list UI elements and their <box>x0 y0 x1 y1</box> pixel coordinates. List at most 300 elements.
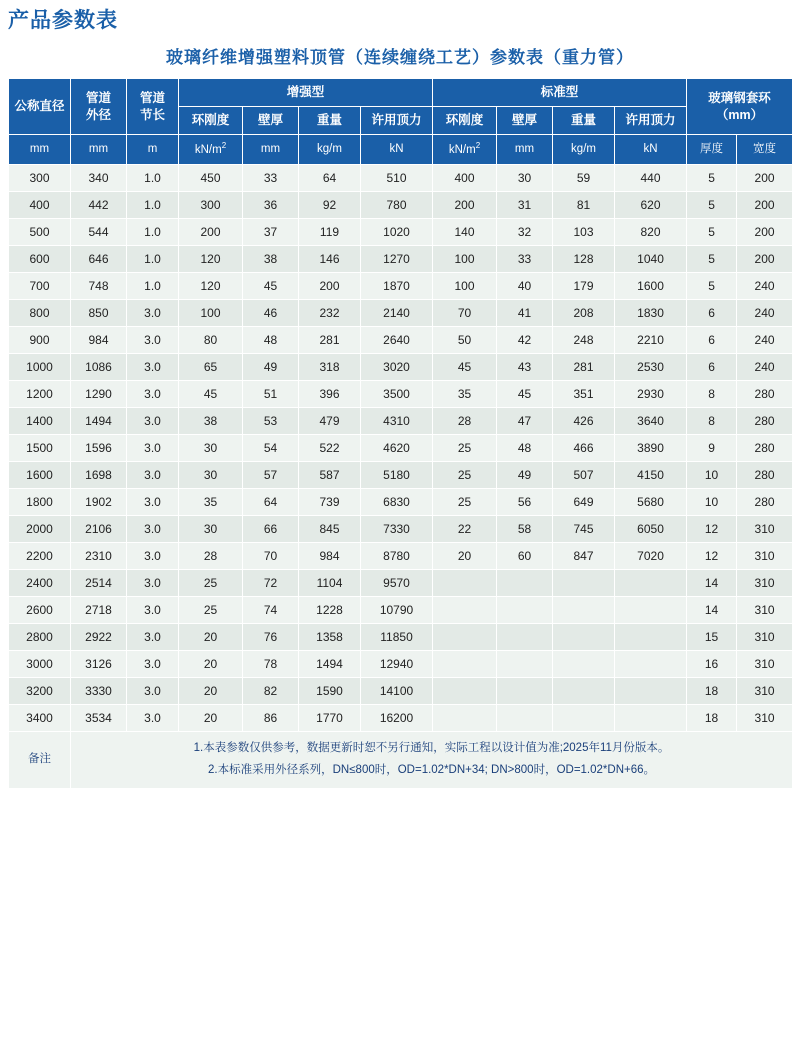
cell-nominal-diameter: 2000 <box>9 516 71 543</box>
cell-standard-weight <box>553 651 615 678</box>
cell-pipe-outer-diameter: 2922 <box>71 624 127 651</box>
cell-reinforced-ring-stiffness: 25 <box>179 597 243 624</box>
cell-reinforced-ring-stiffness: 100 <box>179 300 243 327</box>
cell-standard-ring-stiffness: 22 <box>433 516 497 543</box>
cell-nominal-diameter: 3400 <box>9 705 71 732</box>
cell-standard-weight: 426 <box>553 408 615 435</box>
cell-pipe-segment-length: 3.0 <box>127 624 179 651</box>
cell-reinforced-weight: 1358 <box>299 624 361 651</box>
notes-content <box>71 732 793 789</box>
cell-reinforced-ring-stiffness: 20 <box>179 705 243 732</box>
cell-reinforced-wall-thickness: 76 <box>243 624 299 651</box>
cell-standard-weight: 745 <box>553 516 615 543</box>
cell-reinforced-jacking-force: 14100 <box>361 678 433 705</box>
note-line-2: 2.本标准采用外径系列，DN≤800时，OD=1.02*DN+34; DN>800时，OD=1.02*DN+66。 <box>208 764 656 777</box>
cell-nominal-diameter: 1500 <box>9 435 71 462</box>
cell-pipe-outer-diameter: 3126 <box>71 651 127 678</box>
cell-sleeve-width: 280 <box>737 462 793 489</box>
cell-standard-wall-thickness <box>497 597 553 624</box>
cell-reinforced-weight: 522 <box>299 435 361 462</box>
cell-reinforced-weight: 146 <box>299 246 361 273</box>
cell-nominal-diameter: 3200 <box>9 678 71 705</box>
table-row <box>9 408 793 435</box>
cell-standard-wall-thickness: 31 <box>497 192 553 219</box>
cell-standard-wall-thickness: 49 <box>497 462 553 489</box>
cell-reinforced-ring-stiffness: 35 <box>179 489 243 516</box>
cell-pipe-segment-length: 3.0 <box>127 408 179 435</box>
cell-reinforced-jacking-force: 6830 <box>361 489 433 516</box>
cell-sleeve-thickness: 5 <box>687 246 737 273</box>
cell-standard-jacking-force <box>615 597 687 624</box>
th-pipe-segment-length: 管道 节长 <box>127 79 179 135</box>
cell-standard-wall-thickness: 33 <box>497 246 553 273</box>
table-row <box>9 300 793 327</box>
cell-reinforced-weight: 119 <box>299 219 361 246</box>
th-reinforced-ring-stiffness: 环刚度 <box>179 107 243 135</box>
cell-standard-ring-stiffness: 25 <box>433 435 497 462</box>
cell-pipe-outer-diameter: 2514 <box>71 570 127 597</box>
cell-reinforced-jacking-force: 9570 <box>361 570 433 597</box>
cell-reinforced-jacking-force: 2140 <box>361 300 433 327</box>
cell-reinforced-weight: 587 <box>299 462 361 489</box>
cell-reinforced-ring-stiffness: 38 <box>179 408 243 435</box>
cell-pipe-outer-diameter: 2106 <box>71 516 127 543</box>
th-reinforced-wall-thickness: 壁厚 <box>243 107 299 135</box>
cell-pipe-segment-length: 3.0 <box>127 489 179 516</box>
cell-standard-ring-stiffness <box>433 705 497 732</box>
table-row <box>9 435 793 462</box>
cell-pipe-segment-length: 1.0 <box>127 219 179 246</box>
cell-nominal-diameter: 2600 <box>9 597 71 624</box>
unit-standard-weight: kg/m <box>553 135 615 165</box>
cell-reinforced-jacking-force: 4310 <box>361 408 433 435</box>
cell-standard-weight: 507 <box>553 462 615 489</box>
cell-sleeve-thickness: 5 <box>687 165 737 192</box>
cell-standard-weight: 81 <box>553 192 615 219</box>
cell-standard-ring-stiffness: 45 <box>433 354 497 381</box>
cell-reinforced-wall-thickness: 70 <box>243 543 299 570</box>
cell-pipe-segment-length: 3.0 <box>127 570 179 597</box>
cell-standard-weight: 248 <box>553 327 615 354</box>
cell-standard-jacking-force: 3640 <box>615 408 687 435</box>
cell-reinforced-ring-stiffness: 20 <box>179 651 243 678</box>
cell-sleeve-width: 310 <box>737 678 793 705</box>
cell-standard-jacking-force: 2210 <box>615 327 687 354</box>
table-row <box>9 678 793 705</box>
cell-pipe-outer-diameter: 984 <box>71 327 127 354</box>
cell-standard-ring-stiffness: 200 <box>433 192 497 219</box>
cell-standard-ring-stiffness: 140 <box>433 219 497 246</box>
cell-pipe-segment-length: 3.0 <box>127 516 179 543</box>
cell-pipe-outer-diameter: 748 <box>71 273 127 300</box>
cell-standard-jacking-force: 5680 <box>615 489 687 516</box>
cell-reinforced-wall-thickness: 36 <box>243 192 299 219</box>
cell-standard-jacking-force: 2930 <box>615 381 687 408</box>
cell-standard-ring-stiffness: 28 <box>433 408 497 435</box>
header-row-units <box>9 135 793 165</box>
cell-standard-jacking-force: 1600 <box>615 273 687 300</box>
table-row <box>9 192 793 219</box>
cell-standard-jacking-force: 6050 <box>615 516 687 543</box>
cell-nominal-diameter: 3000 <box>9 651 71 678</box>
cell-reinforced-wall-thickness: 64 <box>243 489 299 516</box>
cell-reinforced-weight: 64 <box>299 165 361 192</box>
cell-standard-ring-stiffness: 100 <box>433 246 497 273</box>
cell-reinforced-weight: 1590 <box>299 678 361 705</box>
cell-reinforced-weight: 281 <box>299 327 361 354</box>
cell-standard-jacking-force: 1040 <box>615 246 687 273</box>
header-row-groups <box>9 79 793 107</box>
cell-standard-wall-thickness: 32 <box>497 219 553 246</box>
unit-reinforced-wall-thickness: mm <box>243 135 299 165</box>
cell-reinforced-ring-stiffness: 30 <box>179 516 243 543</box>
cell-reinforced-ring-stiffness: 25 <box>179 570 243 597</box>
cell-reinforced-wall-thickness: 48 <box>243 327 299 354</box>
cell-standard-ring-stiffness: 100 <box>433 273 497 300</box>
cell-reinforced-ring-stiffness: 450 <box>179 165 243 192</box>
cell-reinforced-ring-stiffness: 65 <box>179 354 243 381</box>
th-group-reinforced: 增强型 <box>179 79 433 107</box>
cell-reinforced-jacking-force: 8780 <box>361 543 433 570</box>
cell-sleeve-thickness: 10 <box>687 489 737 516</box>
cell-pipe-segment-length: 3.0 <box>127 651 179 678</box>
unit-reinforced-ring-stiffness: $kN/m^2$ <box>179 135 243 165</box>
th-group-standard: 标准型 <box>433 79 687 107</box>
cell-standard-weight: 649 <box>553 489 615 516</box>
unit-standard-wall-thickness: mm <box>497 135 553 165</box>
cell-reinforced-wall-thickness: 53 <box>243 408 299 435</box>
cell-standard-jacking-force <box>615 651 687 678</box>
cell-standard-ring-stiffness: 25 <box>433 489 497 516</box>
cell-pipe-outer-diameter: 646 <box>71 246 127 273</box>
cell-reinforced-wall-thickness: 66 <box>243 516 299 543</box>
cell-standard-ring-stiffness <box>433 624 497 651</box>
cell-pipe-segment-length: 1.0 <box>127 246 179 273</box>
cell-sleeve-thickness: 8 <box>687 381 737 408</box>
table-row <box>9 624 793 651</box>
cell-reinforced-wall-thickness: 78 <box>243 651 299 678</box>
cell-standard-ring-stiffness <box>433 651 497 678</box>
unit-nominal-diameter: mm <box>9 135 71 165</box>
th-pipe-outer-diameter: 管道 外径 <box>71 79 127 135</box>
cell-nominal-diameter: 700 <box>9 273 71 300</box>
cell-standard-weight <box>553 705 615 732</box>
cell-standard-ring-stiffness: 400 <box>433 165 497 192</box>
cell-reinforced-weight: 200 <box>299 273 361 300</box>
table-title: 玻璃纤维增强塑料顶管（连续缠绕工艺）参数表（重力管） <box>166 48 634 68</box>
cell-standard-weight: 208 <box>553 300 615 327</box>
cell-reinforced-weight: 479 <box>299 408 361 435</box>
th-group-grp-sleeve-ring: 玻璃钢套环 （mm） <box>687 79 793 135</box>
cell-reinforced-wall-thickness: 45 <box>243 273 299 300</box>
cell-standard-ring-stiffness: 35 <box>433 381 497 408</box>
cell-nominal-diameter: 500 <box>9 219 71 246</box>
cell-sleeve-width: 310 <box>737 624 793 651</box>
cell-reinforced-ring-stiffness: 20 <box>179 624 243 651</box>
cell-nominal-diameter: 300 <box>9 165 71 192</box>
cell-standard-wall-thickness: 30 <box>497 165 553 192</box>
cell-standard-jacking-force: 620 <box>615 192 687 219</box>
cell-reinforced-ring-stiffness: 120 <box>179 273 243 300</box>
cell-reinforced-wall-thickness: 38 <box>243 246 299 273</box>
table-body <box>9 165 793 732</box>
cell-reinforced-jacking-force: 7330 <box>361 516 433 543</box>
cell-standard-weight <box>553 597 615 624</box>
table-row <box>9 705 793 732</box>
cell-sleeve-thickness: 5 <box>687 219 737 246</box>
cell-standard-weight: 847 <box>553 543 615 570</box>
cell-pipe-segment-length: 1.0 <box>127 165 179 192</box>
cell-standard-jacking-force: 2530 <box>615 354 687 381</box>
cell-reinforced-weight: 318 <box>299 354 361 381</box>
cell-pipe-outer-diameter: 1698 <box>71 462 127 489</box>
cell-standard-wall-thickness: 47 <box>497 408 553 435</box>
cell-sleeve-thickness: 12 <box>687 516 737 543</box>
cell-nominal-diameter: 2400 <box>9 570 71 597</box>
cell-standard-jacking-force <box>615 705 687 732</box>
cell-standard-jacking-force: 440 <box>615 165 687 192</box>
cell-standard-jacking-force: 820 <box>615 219 687 246</box>
cell-pipe-outer-diameter: 2310 <box>71 543 127 570</box>
th-standard-jacking-force: 许用顶力 <box>615 107 687 135</box>
cell-reinforced-weight: 232 <box>299 300 361 327</box>
cell-standard-wall-thickness: 56 <box>497 489 553 516</box>
cell-pipe-outer-diameter: 1290 <box>71 381 127 408</box>
table-row <box>9 381 793 408</box>
cell-pipe-outer-diameter: 1086 <box>71 354 127 381</box>
cell-nominal-diameter: 400 <box>9 192 71 219</box>
unit-pipe-segment-length: m <box>127 135 179 165</box>
cell-standard-wall-thickness <box>497 705 553 732</box>
th-standard-ring-stiffness: 环刚度 <box>433 107 497 135</box>
cell-sleeve-width: 280 <box>737 435 793 462</box>
cell-nominal-diameter: 1000 <box>9 354 71 381</box>
cell-pipe-segment-length: 3.0 <box>127 435 179 462</box>
cell-standard-ring-stiffness <box>433 570 497 597</box>
unit-reinforced-jacking-force: kN <box>361 135 433 165</box>
cell-standard-wall-thickness: 45 <box>497 381 553 408</box>
cell-sleeve-thickness: 8 <box>687 408 737 435</box>
cell-standard-jacking-force: 7020 <box>615 543 687 570</box>
cell-reinforced-wall-thickness: 74 <box>243 597 299 624</box>
cell-reinforced-ring-stiffness: 45 <box>179 381 243 408</box>
cell-pipe-segment-length: 3.0 <box>127 300 179 327</box>
page-title: 产品参数表 <box>8 9 118 32</box>
cell-reinforced-wall-thickness: 33 <box>243 165 299 192</box>
cell-reinforced-ring-stiffness: 20 <box>179 678 243 705</box>
table-row <box>9 327 793 354</box>
table-row <box>9 489 793 516</box>
table-row <box>9 354 793 381</box>
cell-sleeve-width: 240 <box>737 300 793 327</box>
cell-reinforced-ring-stiffness: 200 <box>179 219 243 246</box>
cell-sleeve-thickness: 12 <box>687 543 737 570</box>
cell-reinforced-weight: 396 <box>299 381 361 408</box>
cell-pipe-outer-diameter: 340 <box>71 165 127 192</box>
cell-sleeve-thickness: 14 <box>687 570 737 597</box>
cell-pipe-outer-diameter: 1596 <box>71 435 127 462</box>
table-row <box>9 165 793 192</box>
cell-standard-wall-thickness: 40 <box>497 273 553 300</box>
table-row <box>9 651 793 678</box>
cell-nominal-diameter: 2800 <box>9 624 71 651</box>
cell-pipe-outer-diameter: 3330 <box>71 678 127 705</box>
cell-sleeve-width: 310 <box>737 705 793 732</box>
cell-standard-weight <box>553 570 615 597</box>
cell-pipe-outer-diameter: 1494 <box>71 408 127 435</box>
cell-pipe-segment-length: 3.0 <box>127 381 179 408</box>
cell-standard-ring-stiffness: 20 <box>433 543 497 570</box>
th-standard-wall-thickness: 壁厚 <box>497 107 553 135</box>
table-row <box>9 570 793 597</box>
notes-row <box>9 732 793 789</box>
cell-standard-ring-stiffness <box>433 678 497 705</box>
cell-standard-ring-stiffness <box>433 597 497 624</box>
cell-standard-weight <box>553 624 615 651</box>
cell-nominal-diameter: 1800 <box>9 489 71 516</box>
cell-reinforced-wall-thickness: 82 <box>243 678 299 705</box>
cell-standard-ring-stiffness: 70 <box>433 300 497 327</box>
cell-sleeve-width: 200 <box>737 219 793 246</box>
cell-standard-jacking-force: 4150 <box>615 462 687 489</box>
cell-reinforced-wall-thickness: 72 <box>243 570 299 597</box>
unit-reinforced-weight: kg/m <box>299 135 361 165</box>
cell-pipe-segment-length: 3.0 <box>127 597 179 624</box>
cell-reinforced-jacking-force: 11850 <box>361 624 433 651</box>
cell-pipe-segment-length: 3.0 <box>127 462 179 489</box>
table-head <box>9 79 793 165</box>
cell-reinforced-jacking-force: 10790 <box>361 597 433 624</box>
cell-nominal-diameter: 600 <box>9 246 71 273</box>
cell-sleeve-thickness: 5 <box>687 273 737 300</box>
cell-pipe-segment-length: 3.0 <box>127 354 179 381</box>
cell-standard-wall-thickness: 42 <box>497 327 553 354</box>
cell-sleeve-width: 280 <box>737 381 793 408</box>
cell-pipe-outer-diameter: 2718 <box>71 597 127 624</box>
table-row <box>9 462 793 489</box>
cell-standard-wall-thickness: 48 <box>497 435 553 462</box>
th-reinforced-jacking-force: 许用顶力 <box>361 107 433 135</box>
cell-reinforced-weight: 1770 <box>299 705 361 732</box>
cell-nominal-diameter: 1400 <box>9 408 71 435</box>
cell-pipe-segment-length: 3.0 <box>127 705 179 732</box>
cell-reinforced-ring-stiffness: 30 <box>179 435 243 462</box>
cell-reinforced-jacking-force: 16200 <box>361 705 433 732</box>
cell-reinforced-ring-stiffness: 300 <box>179 192 243 219</box>
cell-standard-jacking-force <box>615 624 687 651</box>
table-row <box>9 516 793 543</box>
cell-sleeve-thickness: 16 <box>687 651 737 678</box>
cell-standard-wall-thickness: 60 <box>497 543 553 570</box>
cell-reinforced-wall-thickness: 54 <box>243 435 299 462</box>
cell-sleeve-width: 240 <box>737 273 793 300</box>
cell-reinforced-jacking-force: 3500 <box>361 381 433 408</box>
cell-pipe-segment-length: 3.0 <box>127 678 179 705</box>
cell-reinforced-jacking-force: 1020 <box>361 219 433 246</box>
cell-reinforced-jacking-force: 5180 <box>361 462 433 489</box>
cell-sleeve-thickness: 10 <box>687 462 737 489</box>
cell-sleeve-width: 200 <box>737 165 793 192</box>
cell-pipe-segment-length: 1.0 <box>127 273 179 300</box>
cell-standard-jacking-force <box>615 570 687 597</box>
cell-sleeve-width: 310 <box>737 597 793 624</box>
cell-reinforced-wall-thickness: 51 <box>243 381 299 408</box>
cell-sleeve-width: 310 <box>737 651 793 678</box>
th-nominal-diameter: 公称直径 <box>9 79 71 135</box>
table-row <box>9 543 793 570</box>
cell-standard-jacking-force: 3890 <box>615 435 687 462</box>
table-row <box>9 219 793 246</box>
cell-reinforced-weight: 1228 <box>299 597 361 624</box>
cell-reinforced-weight: 92 <box>299 192 361 219</box>
cell-standard-weight: 179 <box>553 273 615 300</box>
cell-standard-weight: 103 <box>553 219 615 246</box>
cell-reinforced-jacking-force: 1870 <box>361 273 433 300</box>
cell-pipe-segment-length: 3.0 <box>127 327 179 354</box>
cell-reinforced-wall-thickness: 57 <box>243 462 299 489</box>
cell-sleeve-thickness: 6 <box>687 327 737 354</box>
cell-reinforced-jacking-force: 12940 <box>361 651 433 678</box>
cell-standard-wall-thickness <box>497 624 553 651</box>
table-row <box>9 597 793 624</box>
th-reinforced-weight: 重量 <box>299 107 361 135</box>
cell-reinforced-weight: 845 <box>299 516 361 543</box>
notes-label: 备注 <box>9 732 71 789</box>
cell-reinforced-jacking-force: 4620 <box>361 435 433 462</box>
unit-standard-jacking-force: kN <box>615 135 687 165</box>
cell-reinforced-jacking-force: 510 <box>361 165 433 192</box>
spec-table <box>8 78 793 789</box>
cell-standard-wall-thickness <box>497 651 553 678</box>
unit-standard-ring-stiffness: $kN/m^2$ <box>433 135 497 165</box>
cell-nominal-diameter: 1200 <box>9 381 71 408</box>
cell-sleeve-thickness: 5 <box>687 192 737 219</box>
cell-standard-weight: 281 <box>553 354 615 381</box>
cell-sleeve-width: 310 <box>737 543 793 570</box>
cell-standard-wall-thickness: 58 <box>497 516 553 543</box>
cell-pipe-outer-diameter: 1902 <box>71 489 127 516</box>
cell-sleeve-thickness: 6 <box>687 354 737 381</box>
cell-standard-wall-thickness: 43 <box>497 354 553 381</box>
cell-pipe-outer-diameter: 544 <box>71 219 127 246</box>
cell-nominal-diameter: 900 <box>9 327 71 354</box>
cell-reinforced-ring-stiffness: 30 <box>179 462 243 489</box>
cell-sleeve-width: 280 <box>737 408 793 435</box>
unit-sleeve-thickness: 厚度 <box>687 135 737 165</box>
cell-standard-ring-stiffness: 25 <box>433 462 497 489</box>
cell-reinforced-wall-thickness: 46 <box>243 300 299 327</box>
cell-nominal-diameter: 800 <box>9 300 71 327</box>
cell-sleeve-width: 310 <box>737 570 793 597</box>
cell-reinforced-jacking-force: 3020 <box>361 354 433 381</box>
cell-sleeve-width: 200 <box>737 192 793 219</box>
cell-reinforced-wall-thickness: 37 <box>243 219 299 246</box>
cell-sleeve-thickness: 6 <box>687 300 737 327</box>
cell-standard-jacking-force <box>615 678 687 705</box>
cell-reinforced-wall-thickness: 86 <box>243 705 299 732</box>
cell-standard-wall-thickness: 41 <box>497 300 553 327</box>
cell-sleeve-thickness: 18 <box>687 678 737 705</box>
cell-reinforced-weight: 739 <box>299 489 361 516</box>
cell-reinforced-jacking-force: 2640 <box>361 327 433 354</box>
cell-sleeve-thickness: 15 <box>687 624 737 651</box>
unit-sleeve-width: 宽度 <box>737 135 793 165</box>
cell-pipe-outer-diameter: 850 <box>71 300 127 327</box>
cell-pipe-segment-length: 3.0 <box>127 543 179 570</box>
cell-pipe-outer-diameter: 442 <box>71 192 127 219</box>
cell-sleeve-width: 280 <box>737 489 793 516</box>
cell-standard-jacking-force: 1830 <box>615 300 687 327</box>
